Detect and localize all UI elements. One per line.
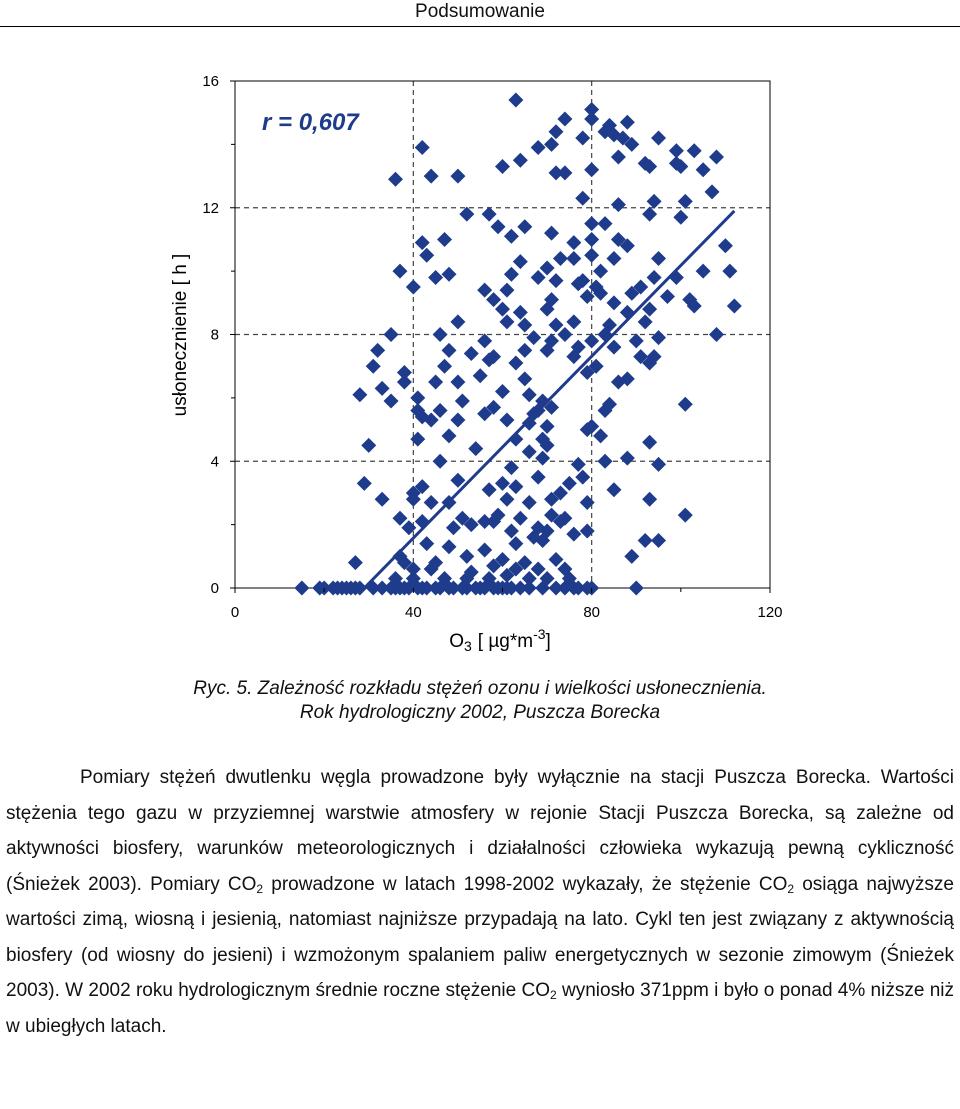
data-point <box>504 460 519 475</box>
data-point <box>575 191 590 206</box>
data-point <box>517 219 532 234</box>
data-point <box>482 207 497 222</box>
data-point <box>566 314 581 329</box>
data-point <box>504 267 519 282</box>
data-point <box>486 292 501 307</box>
data-point <box>647 194 662 209</box>
header-title: Podsumowanie <box>415 1 545 22</box>
data-point <box>557 327 572 342</box>
data-point <box>522 495 537 510</box>
data-point <box>606 295 621 310</box>
data-point <box>401 520 416 535</box>
data-point <box>437 232 452 247</box>
data-point <box>696 162 711 177</box>
data-point <box>513 511 528 526</box>
data-point <box>562 476 577 491</box>
data-point <box>705 184 720 199</box>
data-point <box>513 153 528 168</box>
data-point <box>415 235 430 250</box>
data-point <box>584 162 599 177</box>
data-point <box>433 403 448 418</box>
data-point <box>357 476 372 491</box>
data-point <box>499 492 514 507</box>
data-point <box>531 140 546 155</box>
data-point <box>450 375 465 390</box>
y-tick-label: 12 <box>202 199 219 217</box>
data-point <box>629 333 644 348</box>
data-point <box>450 169 465 184</box>
data-point <box>531 470 546 485</box>
data-point <box>397 365 412 380</box>
data-point <box>606 340 621 355</box>
data-point <box>504 229 519 244</box>
data-point <box>499 413 514 428</box>
page-header <box>0 0 960 27</box>
data-point <box>499 314 514 329</box>
data-point <box>638 314 653 329</box>
data-point <box>491 219 506 234</box>
data-point <box>410 390 425 405</box>
x-tick-label: 120 <box>757 604 783 621</box>
data-point <box>678 397 693 412</box>
data-point <box>517 371 532 386</box>
data-point <box>442 343 457 358</box>
data-point <box>508 536 523 551</box>
data-point <box>495 476 510 491</box>
data-point <box>419 536 434 551</box>
data-point <box>722 264 737 279</box>
data-point <box>606 482 621 497</box>
data-point <box>437 359 452 374</box>
data-point <box>513 305 528 320</box>
y-axis-label: usłonecznienie [ h ] <box>170 253 191 417</box>
data-point <box>696 264 711 279</box>
data-point <box>598 454 613 469</box>
data-point <box>557 112 572 127</box>
correlation-annotation: r = 0,607 <box>262 109 359 136</box>
data-point <box>499 283 514 298</box>
data-point <box>553 251 568 266</box>
data-point <box>584 216 599 231</box>
data-point <box>718 238 733 253</box>
data-point <box>540 260 555 275</box>
x-axis-label-main: O <box>449 631 464 652</box>
data-point <box>450 314 465 329</box>
data-point <box>669 143 684 158</box>
data-point <box>482 482 497 497</box>
points-layer <box>294 93 741 596</box>
data-point <box>361 438 376 453</box>
data-point <box>580 495 595 510</box>
data-point <box>522 387 537 402</box>
data-point <box>593 264 608 279</box>
data-point <box>428 270 443 285</box>
data-point <box>459 207 474 222</box>
data-point <box>415 140 430 155</box>
data-point <box>678 508 693 523</box>
data-point <box>651 330 666 345</box>
data-point <box>575 470 590 485</box>
data-point <box>606 251 621 266</box>
paragraph <box>6 760 954 1044</box>
data-point <box>673 210 688 225</box>
data-point <box>709 150 724 165</box>
data-point <box>375 381 390 396</box>
data-point <box>388 172 403 187</box>
data-point <box>508 356 523 371</box>
data-point <box>611 150 626 165</box>
data-point <box>477 333 492 348</box>
data-point <box>370 343 385 358</box>
y-tick-label: 0 <box>210 580 219 597</box>
x-tick-label: 80 <box>583 604 601 621</box>
data-point <box>433 454 448 469</box>
data-point <box>428 375 443 390</box>
data-point <box>624 549 639 564</box>
data-point <box>580 289 595 304</box>
data-point <box>348 555 363 570</box>
data-point <box>531 270 546 285</box>
data-point <box>598 216 613 231</box>
data-point <box>544 137 559 152</box>
data-point <box>642 435 657 450</box>
data-point <box>584 333 599 348</box>
data-point <box>678 194 693 209</box>
x-axis-label-end: ] <box>545 631 551 652</box>
data-point <box>580 523 595 538</box>
data-point <box>566 235 581 250</box>
data-point <box>513 254 528 269</box>
data-point <box>468 441 483 456</box>
x-axis-label <box>449 626 551 654</box>
data-point <box>419 248 434 263</box>
data-point <box>549 552 564 567</box>
data-point <box>410 432 425 447</box>
data-point <box>709 327 724 342</box>
figure-caption-line1: Ryc. 5. Zależność rozkładu stężeń ozonu i wielkości usłonecznienia. <box>193 678 767 699</box>
scatter-chart <box>0 30 960 670</box>
data-point <box>638 533 653 548</box>
data-point <box>455 394 470 409</box>
data-point <box>294 581 309 596</box>
data-point <box>375 492 390 507</box>
data-point <box>660 289 675 304</box>
paragraph-part1: Pomiary stężeń dwutlenku węgla prowadzone były wyłącznie na stacji Puszcza Borecka. Wartości stężenia tego gazu w przyziemnej warstwie atmosfery w rejonie Stacji Puszcza Borecka, są zależne od aktywności biosfery, warunków meteorologicznych i działalności człowieka wykazują pewną cykliczność (Śnieżek 2003). Pomiary CO <box>6 767 954 895</box>
data-point <box>446 520 461 535</box>
body-text <box>6 760 954 1044</box>
data-point <box>495 302 510 317</box>
data-point <box>611 197 626 212</box>
data-point <box>477 283 492 298</box>
y-tick-label: 4 <box>210 453 219 471</box>
data-point <box>477 542 492 557</box>
paragraph-part3: osiąga najwyższe wartości zimą, wiosną i jesienią, natomiast najniższe przypadają na lato. Cykl ten jest związany z aktywnością biosfery (od wiosny do jesieni) i wzmożonym spalaniem paliw energetycznych w sezonie zimowym (Śnieżek 2003). W 2002 roku hydrologicznym średnie roczne stężenie CO <box>6 873 954 1001</box>
data-point <box>593 428 608 443</box>
grid-layer <box>235 81 770 588</box>
data-point <box>424 495 439 510</box>
data-point <box>517 343 532 358</box>
x-axis-label-sup: -3 <box>533 626 546 642</box>
data-point <box>535 451 550 466</box>
subscript-2: 2 <box>787 881 795 896</box>
data-point <box>642 207 657 222</box>
y-tick-label: 16 <box>202 73 219 90</box>
paragraph-part2: prowadzone w latach 1998-2002 wykazały, że stężenie CO <box>263 873 788 895</box>
data-point <box>495 384 510 399</box>
data-point <box>620 115 635 130</box>
data-point <box>727 298 742 313</box>
data-point <box>522 444 537 459</box>
data-point <box>629 581 644 596</box>
data-point <box>459 549 474 564</box>
data-point <box>442 539 457 554</box>
x-tick-label: 40 <box>404 604 422 621</box>
data-point <box>352 387 367 402</box>
data-point <box>473 368 488 383</box>
data-point <box>495 159 510 174</box>
paragraph-part4: wyniosło 371ppm i było o ponad 4% niższe niż w ubiegłych latach. <box>6 980 955 1037</box>
x-axis-label-sub: 3 <box>463 638 472 654</box>
data-point <box>477 514 492 529</box>
data-point <box>384 327 399 342</box>
data-point <box>651 131 666 146</box>
data-point <box>584 232 599 247</box>
data-point <box>566 251 581 266</box>
data-point <box>642 492 657 507</box>
data-point <box>549 124 564 139</box>
data-point <box>584 248 599 263</box>
data-point <box>450 413 465 428</box>
data-point <box>557 165 572 180</box>
data-point <box>575 131 590 146</box>
data-point <box>549 317 564 332</box>
data-point <box>424 169 439 184</box>
figure-caption-line2: Rok hydrologiczny 2002, Puszcza Borecka <box>299 702 661 723</box>
data-point <box>526 330 541 345</box>
data-point <box>584 102 599 117</box>
data-point <box>442 267 457 282</box>
data-point <box>571 457 586 472</box>
data-point <box>517 317 532 332</box>
data-point <box>504 523 519 538</box>
x-tick-label: 0 <box>230 604 240 621</box>
data-point <box>384 394 399 409</box>
data-point <box>433 327 448 342</box>
data-point <box>620 451 635 466</box>
data-point <box>620 305 635 320</box>
data-point <box>508 93 523 108</box>
data-point <box>540 419 555 434</box>
data-point <box>392 264 407 279</box>
data-point <box>531 561 546 576</box>
data-point <box>651 457 666 472</box>
x-axis-label-unit: [ µg*m <box>477 631 534 652</box>
data-point <box>464 346 479 361</box>
data-point <box>647 270 662 285</box>
data-point <box>366 359 381 374</box>
data-point <box>508 479 523 494</box>
data-point <box>392 511 407 526</box>
data-point <box>549 273 564 288</box>
y-tick-label: 8 <box>210 326 219 344</box>
data-point <box>651 251 666 266</box>
data-point <box>566 527 581 542</box>
data-point <box>687 143 702 158</box>
subscript-2: 2 <box>256 881 264 896</box>
data-point <box>651 533 666 548</box>
data-point <box>522 571 537 586</box>
data-point <box>544 226 559 241</box>
subscript-2: 2 <box>550 988 557 1002</box>
data-point <box>442 428 457 443</box>
data-point <box>406 279 421 294</box>
